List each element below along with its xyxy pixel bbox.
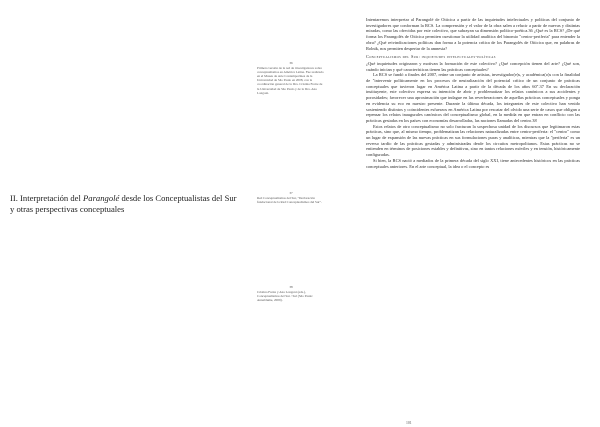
section-number: II. [10,193,18,203]
paragraph: ¿Qué inquietudes originaron y motivan la formación de este colectivo? ¿Qué concepción tienen del arte? ¿Qué son, cuándo inician y qué características tienen las prácticas conceptuales? [366,60,580,72]
side-note-38 [257,285,325,302]
section-title-end: desde los Conceptualistas del Sur y otras perspectivas conceptuales [10,193,237,214]
side-note-36 [257,61,325,95]
note-text: Red Conceptualismos del Sur, "Declaración fundacional de la Red Conceptualismos del Sur". [257,196,322,205]
paragraph: Intentaremos interpretar al Parangolé de Oiticica a partir de las inquietudes intelectuales y políticas del conjunto de investigadores que conforman la RCS. La comprensión y el valor de la obra salen a relucir a partir de nuevas y distintas miradas, como las ofrecidas por este colectivo, que subrayan su dimensión político-poética.36 ¿Qué es la RCS? ¿De qué forma los Parangolés de Oiticica permiten cuestionar la utilidad analítica del binomio "centro-periferia" para entender la obra? ¿Qué reivindicaciones políticas dan forma a la potencia crítica de los Parangolés de Oiticica que, en palabras de Rolnik, nos permiten despertar de la amnesia? [366,17,580,51]
paragraph: Si bien, la RCS nació a mediados de la primera década del siglo XXI, tiene antecedentes históricos en las prácticas conceptuales anteriores. En el arte conceptual, la idea o el concepto es [366,157,580,169]
section-title-italic: Parangolé [83,193,120,203]
note-text: Cristina Freire y Ana Longoni (eds.), Conceptualismos del Sur / Sul (São Paulo: Annablume, 2009). [257,290,314,303]
page-number: 101 [406,421,412,425]
note-text: Primera versión de la red de investigadores sobre conceptualismos en América Latina. Fue realizado en el Museu de Arte Contemporânea de la Universidad de São Paulo en 2008, con la coordinación general de la Dra. Cristina Freire de la Universidad de São Paulo y de la Dra. Ana Longoni. [257,66,324,95]
note-number: 38 [289,285,293,289]
section-heading [10,193,242,214]
paragraph: Estos relatos de otro conceptualismo no solo fracturan la sospechosa unidad de los discursos que legitimaron estas prácticas, sino que, al mismo tiempo, problematizan las relaciones naturalizadas entre centro-periferia: el "centro" como un lugar de expansión de las nuevas prácticas en sus formulaciones puras y analíticas, mientras que la "periferia" es un reverso tardío de las prácticas gestadas y administradas desde los circuitos metropolitanos. Estas prácticas no se entienden en términos de posiciones estables y definitivas, sino en tantos relaciones móviles y en tensión, históricamente configuradas. [366,123,580,158]
note-number: 36 [289,61,293,65]
section-title-start: Interpretación del [20,193,81,203]
paragraph: La RCS se fundó a finales del 2007, reúne un conjunto de artistas, investigador(e)s, y académica(o)s con la finalidad de "intervenir políticamente en los procesos de neutralización del potencial crítico de un conjunto de prácticas conceptuales que tuvieron lugar en América Latina a partir de la década de los años 60".37 En su declaración instituyente, este colectivo expresa su intención de abrir y problematizar los relatos canónicos a sus accidentes y porosidades; favorecer una aproximación que indague en las reverberaciones de aquellas prácticas conceptuales y ponga en evidencia su eco en nuestro presente. Durante la última década, los integrantes de este colectivo han venido sosteniendo distintos y coincidentes esfuerzos en América Latina por rescatar del olvido una serie de casos que obligan a repensar los relatos inaugurales canónicos del conceptualismo global, en la medida en que entran en conflicto con las prácticas gestadas en los países con economías desarrolladas, las naciones llamadas del centro.38 [366,72,580,123]
main-text-column [366,17,580,169]
side-note-37 [257,191,325,204]
subheading: Conceptualismos del Sur: inquietudes intelectuales-políticas [366,54,496,60]
note-number: 37 [289,191,293,195]
